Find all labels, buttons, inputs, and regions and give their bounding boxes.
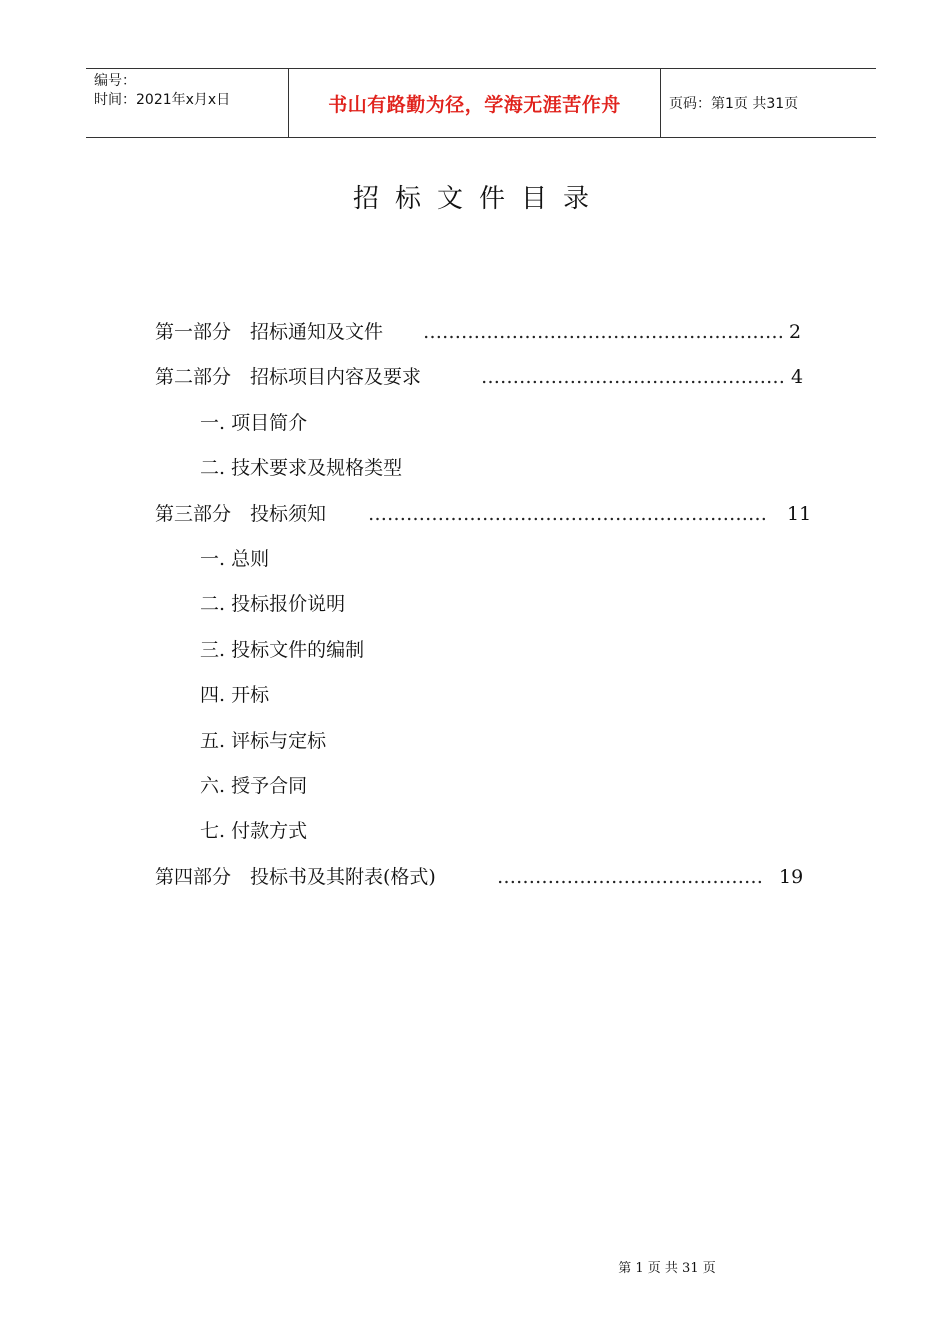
toc-label: 二. 投标报价说明: [200, 593, 346, 616]
page-label: 页码：第1页 共31页: [669, 96, 799, 112]
toc-leader: ……………………………………: [497, 865, 763, 888]
page-header: [86, 68, 876, 138]
toc-label: 五. 评标与定标: [200, 729, 327, 752]
number-label: 编号：: [94, 73, 136, 89]
header-meta: [86, 69, 288, 137]
toc-label: 二. 技术要求及规格类型: [200, 457, 403, 480]
toc-label: 四. 开标: [200, 684, 270, 707]
footer-page-number: 第 1 页 共 31 页: [618, 1261, 716, 1276]
toc-label: 三. 投标文件的编制: [200, 638, 365, 661]
toc-leader: …………………………………………: [481, 366, 785, 389]
toc-item[interactable]: [155, 859, 815, 904]
toc-leader: …………………………………………………: [423, 321, 784, 343]
toc-item[interactable]: [155, 496, 815, 541]
table-of-contents: [155, 314, 815, 904]
toc-label: 六. 授予合同: [200, 774, 308, 797]
page-title: 招标文件目录: [352, 184, 605, 214]
toc-label: 七. 付款方式: [200, 820, 308, 843]
toc-item[interactable]: [155, 405, 815, 450]
toc-item[interactable]: [155, 768, 815, 813]
time-label: 时间：2021年x月x日: [94, 92, 231, 108]
toc-item[interactable]: [155, 632, 815, 677]
toc-label: 第四部分 投标书及其附表(格式): [155, 865, 436, 888]
toc-label: 第三部分 投标须知: [155, 502, 327, 525]
toc-item[interactable]: [155, 723, 815, 768]
toc-label: 一. 总则: [200, 547, 270, 570]
header-motto-cell: [288, 69, 661, 137]
toc-page: 11: [787, 502, 812, 525]
toc-leader: ………………………………………………………: [368, 502, 767, 525]
toc-item[interactable]: [155, 677, 815, 722]
toc-item[interactable]: [155, 359, 815, 404]
header-page-cell: [661, 69, 876, 137]
page-footer: [0, 1257, 950, 1276]
toc-item[interactable]: [155, 314, 815, 359]
toc-label: 第二部分 招标项目内容及要求: [155, 366, 422, 389]
toc-item[interactable]: [155, 586, 815, 631]
toc-page: 19: [779, 865, 804, 888]
toc-page: 2: [789, 321, 802, 343]
toc-label: 一. 项目简介: [200, 411, 308, 434]
toc-item[interactable]: [155, 450, 815, 495]
toc-page: 4: [791, 366, 804, 389]
motto: 书山有路勤为径，学海无涯苦作舟: [328, 93, 621, 116]
toc-item[interactable]: [155, 813, 815, 858]
toc-item[interactable]: [155, 541, 815, 586]
toc-label: 第一部分 招标通知及文件: [155, 321, 384, 343]
